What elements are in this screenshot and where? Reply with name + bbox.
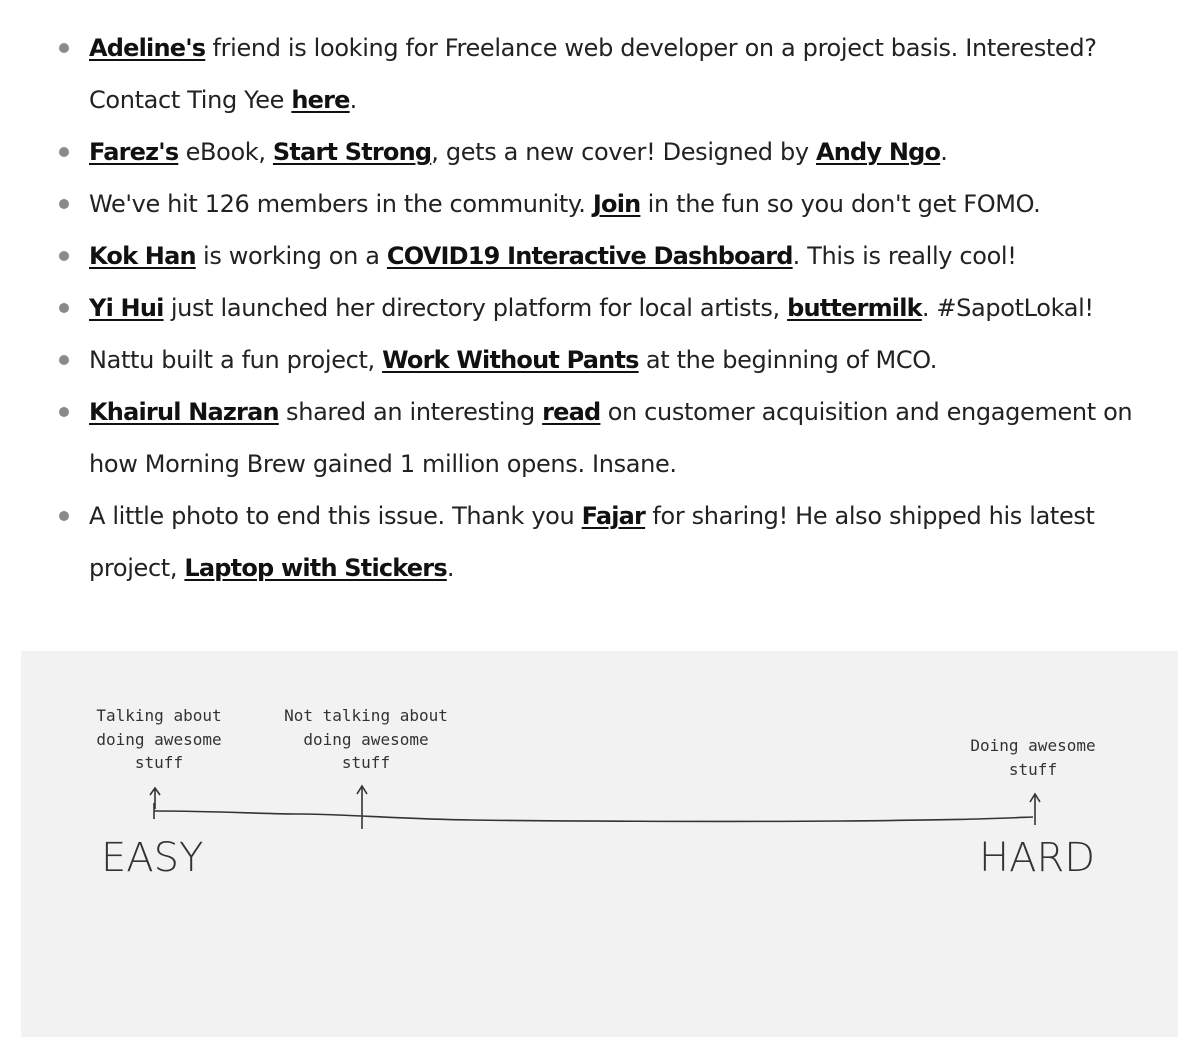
khairul-nazran-link[interactable]: Khairul Nazran	[89, 398, 279, 426]
middle-note-line-3: stuff	[341, 753, 391, 772]
item-text: how Morning Brew gained 1 million opens. Insane.	[89, 450, 677, 478]
item-text: is working on a	[195, 242, 387, 270]
list-item	[55, 22, 1165, 126]
item-text: friend is looking for Freelance web developer on a project basis. Interested?	[205, 34, 1097, 62]
here-link[interactable]: here	[291, 86, 350, 114]
join-link[interactable]: Join	[592, 190, 641, 218]
item-text: Nattu built a fun project,	[89, 346, 383, 374]
buttermilk-link[interactable]: buttermilk	[787, 294, 922, 322]
middle-note-line-1: Not talking about	[284, 706, 448, 725]
right-arrow-icon	[1030, 794, 1040, 825]
list-item	[55, 334, 1165, 386]
adeline-link[interactable]: Adeline's	[89, 34, 206, 62]
left-note-line-1: Talking about	[96, 706, 222, 725]
work-without-pants-link[interactable]: Work Without Pants	[382, 346, 639, 374]
read-link[interactable]: read	[542, 398, 601, 426]
start-strong-link[interactable]: Start Strong	[272, 138, 432, 166]
bullet-icon	[59, 251, 69, 261]
list-item	[55, 126, 1165, 178]
left-note-line-2: doing awesome	[96, 730, 222, 749]
bullet-icon	[59, 147, 69, 157]
middle-arrow-icon	[357, 786, 367, 829]
item-text: . This is really cool!	[792, 242, 1017, 270]
news-list	[55, 22, 1165, 594]
bullet-icon	[59, 199, 69, 209]
right-note-line-1: Doing awesome	[970, 736, 1096, 755]
hard-label: HARD	[979, 835, 1096, 881]
item-text: shared an interesting	[278, 398, 543, 426]
item-text: in the fun so you don't get FOMO.	[640, 190, 1041, 218]
farez-link[interactable]: Farez's	[89, 138, 179, 166]
list-item	[55, 490, 1165, 594]
kok-han-link[interactable]: Kok Han	[89, 242, 196, 270]
item-text: .	[446, 554, 455, 582]
item-text: just launched her directory platform for local artists,	[163, 294, 788, 322]
item-text: We've hit 126 members in the community.	[89, 190, 593, 218]
bullet-icon	[59, 43, 69, 53]
item-text: project,	[89, 554, 185, 582]
sketch-photo	[21, 651, 1178, 1037]
item-text: . #SapotLokal!	[921, 294, 1094, 322]
list-item	[55, 178, 1165, 230]
item-text: eBook,	[178, 138, 273, 166]
sketch-drawing	[21, 651, 1178, 1037]
bullet-icon	[59, 355, 69, 365]
list-item	[55, 282, 1165, 334]
item-text: Contact Ting Yee	[89, 86, 292, 114]
andy-ngo-link[interactable]: Andy Ngo	[815, 138, 941, 166]
bullet-icon	[59, 303, 69, 313]
item-text: .	[349, 86, 357, 114]
item-text: , gets a new cover! Designed by	[431, 138, 816, 166]
item-text: A little photo to end this issue. Thank you	[89, 502, 582, 530]
list-item	[55, 386, 1165, 490]
scale-line	[154, 811, 1033, 821]
item-text: .	[940, 138, 948, 166]
right-note-line-2: stuff	[1008, 760, 1058, 779]
item-text: at the beginning of MCO.	[638, 346, 938, 374]
bullet-icon	[59, 511, 69, 521]
yi-hui-link[interactable]: Yi Hui	[89, 294, 164, 322]
list-item	[55, 230, 1165, 282]
left-arrow-icon	[150, 788, 160, 809]
middle-note-line-2: doing awesome	[303, 730, 429, 749]
left-note-line-3: stuff	[134, 753, 184, 772]
fajar-link[interactable]: Fajar	[581, 502, 646, 530]
bullet-icon	[59, 407, 69, 417]
laptop-stickers-link[interactable]: Laptop with Stickers	[184, 554, 447, 582]
item-text: for sharing! He also shipped his latest	[645, 502, 1095, 530]
easy-label: EASY	[101, 835, 204, 881]
item-text: on customer acquisition and engagement on	[600, 398, 1133, 426]
covid-dashboard-link[interactable]: COVID19 Interactive Dashboard	[386, 242, 793, 270]
